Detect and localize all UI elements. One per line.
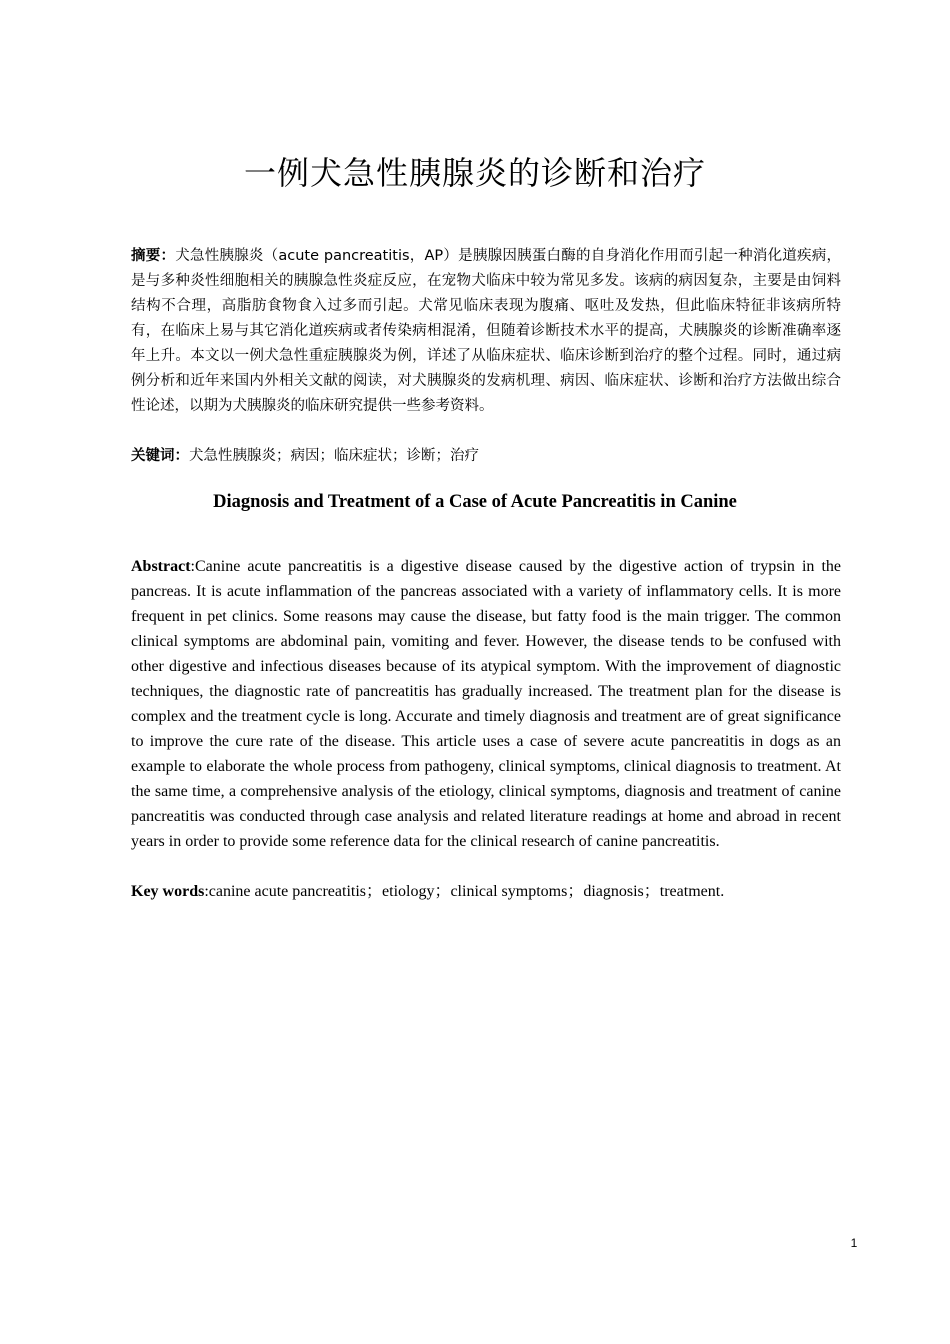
chinese-abstract bbox=[131, 244, 841, 419]
chinese-title: 一例犬急性胰腺炎的诊断和治疗 bbox=[243, 154, 706, 192]
page-number: 1 bbox=[850, 1236, 858, 1250]
english-keywords-text: :canine acute pancreatitis；etiology；clinical symptoms；diagnosis；treatment. bbox=[204, 883, 725, 900]
english-abstract-text: :Canine acute pancreatitis is a digestive disease caused by the digestive action of trypsin in the pancreas. It is acute inflammation of the pancreas associated with a variety of inflammatory cells. It is more frequent in pet clinics. Some reasons may cause the disease, but fatty food is the main trigger. The common clinical symptoms are abdominal pain, vomiting and fever. However, the disease tends to be confused with other digestive and infectious diseases because of its atypical symptom. With the improvement of diagnostic techniques, the diagnostic rate of pancreatitis has gradually increased. The treatment plan for the disease is complex and the treatment cycle is long. Accurate and timely diagnosis and treatment are of great significance to improve the cure rate of the disease. This article uses a case of severe acute pancreatitis in dogs as an example to elaborate the whole process from pathogeny, clinical symptoms, clinical diagnosis to treatment. At the same time, a comprehensive analysis of the etiology, clinical symptoms, diagnosis and treatment of canine pancreatitis was conducted through case analysis and related literature readings at home and abroad in recent years in order to provide some reference data for the clinical research of canine pancreatitis. bbox=[131, 558, 841, 850]
english-abstract-label: Abstract bbox=[131, 558, 191, 575]
chinese-abstract-text: 犬急性胰腺炎（acute pancreatitis，AP）是胰腺因胰蛋白酶的自身消化作用而引起一种消化道疾病，是与多种炎性细胞相关的胰腺急性炎症反应，在宠物犬临床中较为常见多发。该病的病因复杂，主要是由饲料结构不合理，高脂肪食物食入过多而引起。犬常见临床表现为腹痛、呕吐及发热，但此临床特征非该病所特有，在临床上易与其它消化道疾病或者传染病相混淆，但随着诊断技术水平的提高，犬胰腺炎的诊断准确率逐年上升。本文以一例犬急性重症胰腺炎为例，详述了从临床症状、临床诊断到治疗的整个过程。同时，通过病例分析和近年来国内外相关文献的阅读，对犬胰腺炎的发病机理、病因、临床症状、诊断和治疗方法做出综合性论述，以期为犬胰腺炎的临床研究提供一些参考资料。 bbox=[131, 248, 842, 414]
english-abstract bbox=[131, 554, 841, 854]
chinese-abstract-label: 摘要： bbox=[131, 248, 176, 264]
english-title: Diagnosis and Treatment of a Case of Acute Pancreatitis in Canine bbox=[213, 492, 737, 512]
english-keywords bbox=[131, 879, 841, 904]
chinese-keywords-label: 关键词： bbox=[131, 448, 189, 464]
chinese-keywords-text: 犬急性胰腺炎；病因；临床症状；诊断；治疗 bbox=[189, 448, 479, 464]
chinese-keywords bbox=[131, 444, 841, 469]
english-keywords-label: Key words bbox=[131, 883, 205, 900]
